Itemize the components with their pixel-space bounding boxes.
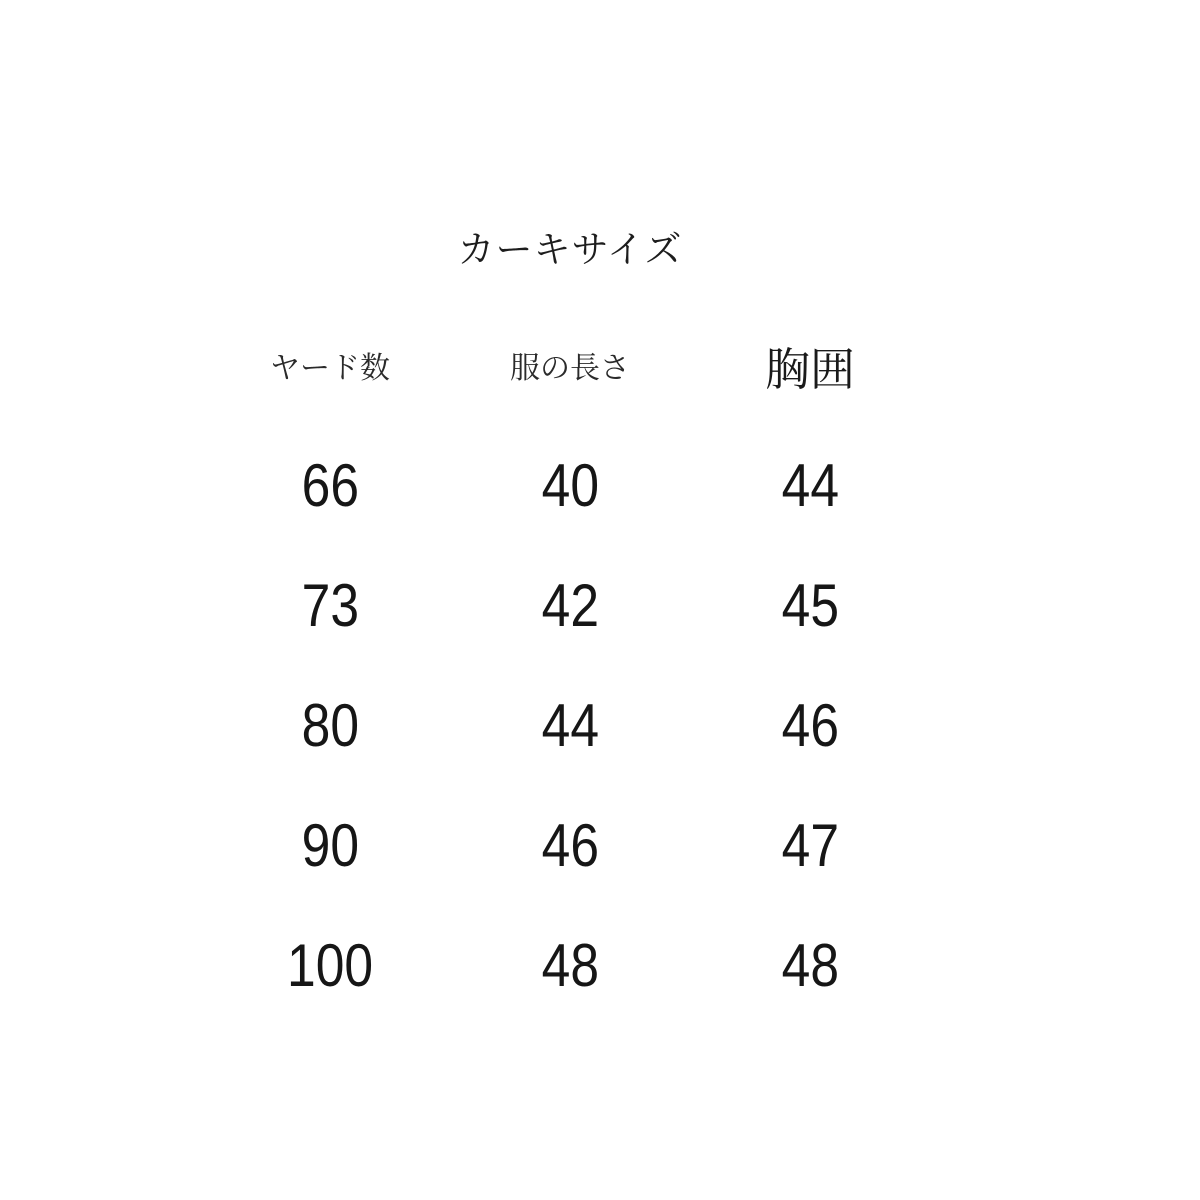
table-row-cell bbox=[210, 905, 450, 1025]
cell-value: 48 bbox=[541, 931, 599, 999]
cell-value: 46 bbox=[541, 811, 599, 879]
table-header-cell bbox=[690, 305, 930, 425]
table-row-cell bbox=[210, 785, 450, 905]
size-table bbox=[210, 305, 930, 1025]
cell-value: 42 bbox=[541, 571, 599, 639]
table-row-cell bbox=[450, 425, 690, 545]
cell-value: 44 bbox=[541, 691, 599, 759]
table-row-cell bbox=[210, 665, 450, 785]
table-row-cell bbox=[450, 905, 690, 1025]
table-row-cell bbox=[690, 665, 930, 785]
cell-value: 44 bbox=[781, 451, 839, 519]
cell-value: 90 bbox=[301, 811, 359, 879]
table-header-cell bbox=[450, 305, 690, 425]
column-header-garment-length: 服の長さ bbox=[510, 352, 630, 385]
cell-value: 48 bbox=[781, 931, 839, 999]
table-row-cell bbox=[450, 545, 690, 665]
table-header-cell bbox=[210, 305, 450, 425]
table-row-cell bbox=[210, 545, 450, 665]
table-row-cell bbox=[690, 545, 930, 665]
table-row-cell bbox=[450, 665, 690, 785]
table-row-cell bbox=[450, 785, 690, 905]
column-header-chest: 胸囲 bbox=[764, 343, 855, 395]
cell-value: 66 bbox=[301, 451, 359, 519]
cell-value: 45 bbox=[781, 571, 839, 639]
cell-value: 100 bbox=[286, 931, 374, 999]
cell-value: 47 bbox=[781, 811, 839, 879]
table-row-cell bbox=[690, 905, 930, 1025]
column-header-yard-count: ヤード数 bbox=[270, 352, 390, 385]
chart-title: カーキサイズ bbox=[457, 229, 683, 270]
cell-value: 73 bbox=[301, 571, 359, 639]
cell-value: 46 bbox=[781, 691, 839, 759]
cell-value: 40 bbox=[541, 451, 599, 519]
cell-value: 80 bbox=[301, 691, 359, 759]
table-row-cell bbox=[690, 785, 930, 905]
table-row-cell bbox=[690, 425, 930, 545]
table-row-cell bbox=[210, 425, 450, 545]
